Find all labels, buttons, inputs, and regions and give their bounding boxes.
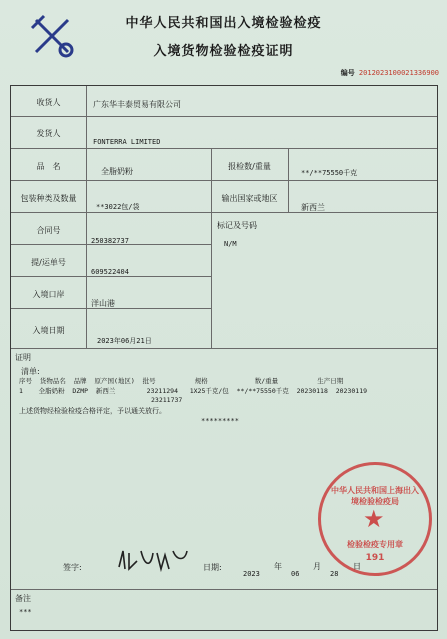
entry-date-label: 入境日期 bbox=[32, 326, 65, 335]
entry-port-label: 入境口岸 bbox=[32, 290, 65, 299]
consignor-label: 发货人 bbox=[36, 129, 61, 138]
sign-month-unit: 月 bbox=[313, 562, 321, 571]
sign-day-unit: 日 bbox=[353, 562, 361, 571]
quantity-value: **/**75550千克 bbox=[301, 169, 358, 177]
release-statement: 上述货物经检验检疫合格评定，予以通关放行。 bbox=[19, 407, 166, 415]
serial-label: 编号 bbox=[340, 69, 355, 77]
origin-value: 新西兰 bbox=[301, 203, 325, 212]
list-label: 清单: bbox=[21, 367, 40, 376]
contract-value: 250382737 bbox=[91, 237, 129, 245]
bill-of-lading-value: 609522404 bbox=[91, 268, 129, 276]
packing-label: 包装种类及数量 bbox=[20, 194, 77, 203]
serial-value: 2012023100021336900 bbox=[358, 69, 439, 77]
end-stars: ********* bbox=[201, 417, 239, 425]
consignee-label: 收货人 bbox=[36, 98, 61, 107]
product-label: 品 名 bbox=[36, 162, 61, 171]
seal-star-icon: ★ bbox=[363, 505, 385, 533]
product-value: 全脂奶粉 bbox=[101, 167, 133, 176]
document-subtitle: 入境货物检验检疫证明 bbox=[153, 44, 294, 59]
sign-date-label: 日期: bbox=[203, 563, 222, 572]
sign-month: 06 bbox=[291, 570, 300, 578]
sign-year-unit: 年 bbox=[274, 562, 282, 571]
sign-year: 2023 bbox=[243, 570, 260, 578]
quantity-label: 报检数/重量 bbox=[228, 162, 271, 171]
consignee-value: 广东华丰泰贸易有限公司 bbox=[93, 100, 181, 109]
document-title: 中华人民共和国出入境检验检疫 bbox=[125, 16, 322, 31]
serial-number bbox=[341, 68, 439, 78]
entry-date-value: 2023年06月21日 bbox=[97, 337, 152, 345]
sign-day: 28 bbox=[330, 570, 339, 578]
handwritten-signature bbox=[115, 547, 195, 573]
official-seal bbox=[318, 462, 432, 576]
consignor-value: FONTERRA LIMITED bbox=[93, 138, 161, 146]
remarks-label: 备注 bbox=[15, 594, 31, 603]
marks-value: N/M bbox=[224, 240, 237, 248]
certificate-heading: 证明 bbox=[15, 353, 31, 362]
list-headers: 序号 货物品名 品牌 原产国(地区) 批号 规格 数/重量 生产日期 bbox=[19, 377, 344, 385]
signature-label: 签字: bbox=[63, 563, 82, 572]
marks-label: 标记及号码 bbox=[217, 221, 257, 230]
list-row-1: 1 全脂奶粉 DZMP 新西兰 23211294 1X25千克/包 **/**75550千克 20230118 20230119 bbox=[19, 387, 368, 395]
seal-bottom-text: 检验检疫专用章 bbox=[347, 540, 403, 549]
contract-label: 合同号 bbox=[36, 226, 61, 235]
bill-of-lading-label: 提/运单号 bbox=[31, 258, 66, 267]
packing-value: **3022包/袋 bbox=[96, 203, 140, 211]
seal-number: 191 bbox=[365, 553, 385, 563]
seal-top-text: 中华人民共和国上海出入境检验检疫局 bbox=[331, 486, 419, 506]
entry-port-value: 洋山港 bbox=[91, 299, 115, 308]
remarks-value: *** bbox=[19, 608, 32, 616]
list-row-2: 23211737 bbox=[151, 396, 183, 404]
origin-label: 输出国家或地区 bbox=[221, 194, 278, 203]
